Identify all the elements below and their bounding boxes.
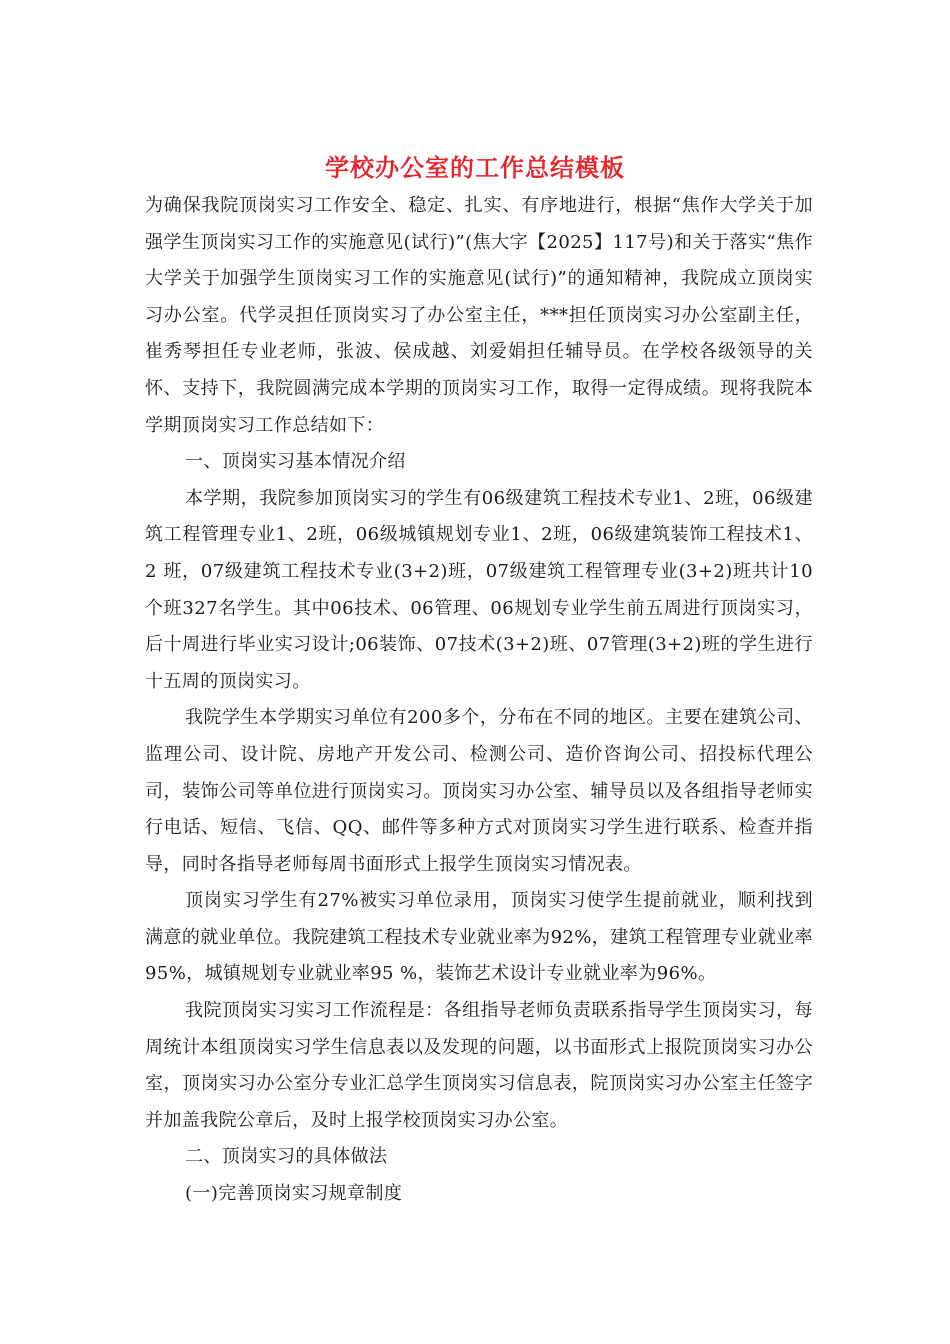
paragraph-internship-units: 我院学生本学期实习单位有200多个，分布在不同的地区。主要在建筑公司、监理公司、设计院、房地产开发公司、检测公司、造价咨询公司、招投标代理公司，装饰公司等单位进行顶岗实习。顶岗实习办公室、辅导员以及各组指导老师实行电话、短信、飞信、QQ、邮件等多种方式对顶岗实习学生进行联系、检查并指导，同时各指导老师每周书面形式上报学生顶岗实习情况表。 xyxy=(145,707,813,875)
paragraph-employment-rate: 顶岗实习学生有27%被实习单位录用，顶岗实习使学生提前就业，顺利找到满意的就业单位。我院建筑工程技术专业就业率为92%，建筑工程管理专业就业率95%，城镇规划专业就业率95 %，装饰艺术设计专业就业率为96%。 xyxy=(145,890,813,985)
document-body xyxy=(145,188,813,1213)
paragraph-workflow: 我院顶岗实习实习工作流程是：各组指导老师负责联系指导学生顶岗实习，每周统计本组顶岗实习学生信息表以及发现的问题，以书面形式上报院顶岗实习办公室，顶岗实习办公室分专业汇总学生顶岗实习信息表，院顶岗实习办公室主任签字并加盖我院公章后，及时上报学校顶岗实习办公室。 xyxy=(145,1000,813,1131)
section-heading-1: 一、顶岗实习基本情况介绍 xyxy=(185,451,406,473)
section-heading-2: 二、顶岗实习的具体做法 xyxy=(185,1146,388,1168)
document-title: 学校办公室的工作总结模板 xyxy=(325,153,625,182)
paragraph-intro: 为确保我院顶岗实习工作安全、稳定、扎实、有序地进行，根据“焦作大学关于加强学生顶岗实习工作的实施意见(试行)”(焦大字【2025】117号)和关于落实“焦作大学关于加强学生顶岗实习工作的实施意见(试行)”的通知精神，我院成立顶岗实习办公室。代学灵担任顶岗实习了办公室主任，***担任顶岗实习办公室副主任，崔秀琴担任专业老师，张波、侯成越、刘爱娟担任辅导员。在学校各级领导的关怀、支持下，我院圆满完成本学期的顶岗实习工作，取得一定得成绩。现将我院本学期顶岗实习工作总结如下： xyxy=(145,195,813,436)
paragraph-basic-info: 本学期，我院参加顶岗实习的学生有06级建筑工程技术专业1、2班，06级建筑工程管理专业1、2班，06级城镇规划专业1、2班，06级建筑装饰工程技术1、2 班，07级建筑工程技术专业(3+2)班，07级建筑工程管理专业(3+2)班共计10个班327名学生。其中06技术、06管理、06规划专业学生前五周进行顶岗实习，后十周进行毕业实习设计;06装饰、07技术(3+2)班、07管理(3+2)班的学生进行十五周的顶岗实习。 xyxy=(145,487,813,692)
subsection-heading-1: (一)完善顶岗实习规章制度 xyxy=(185,1183,403,1205)
